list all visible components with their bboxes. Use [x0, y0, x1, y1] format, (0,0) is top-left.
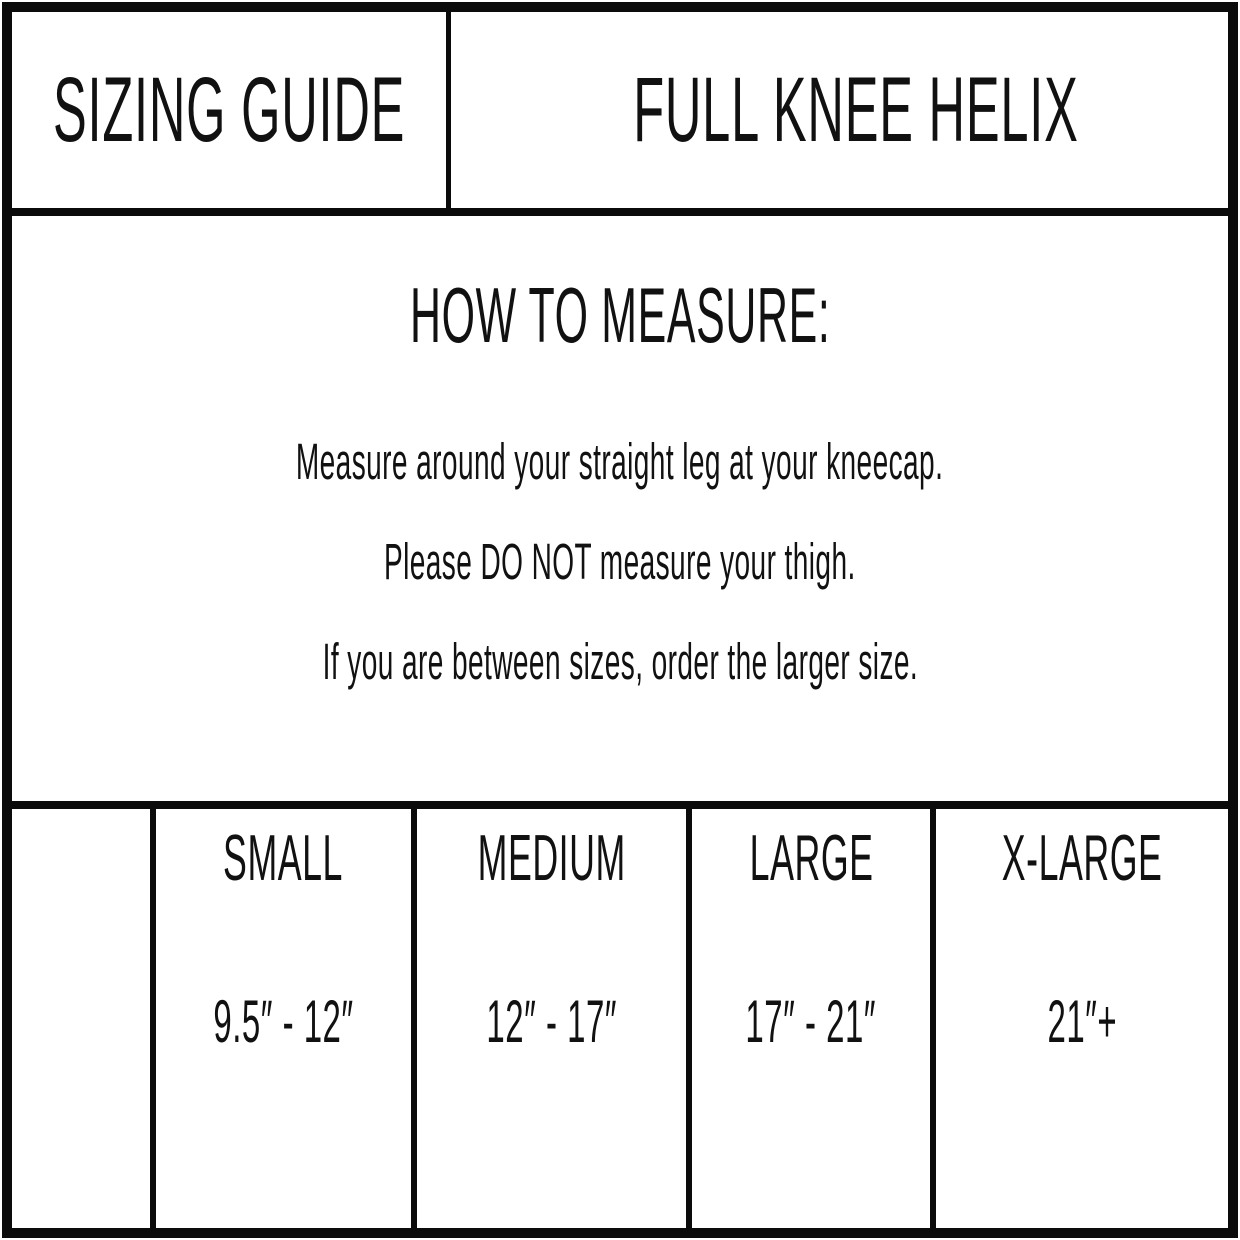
size-column-medium: [411, 809, 686, 1228]
product-title-cell: [451, 12, 1240, 208]
size-label-small: [156, 821, 411, 894]
measure-instruction-line-3-text: If you are between sizes, order the larger size.: [322, 633, 918, 690]
size-label-xlarge-text: X-LARGE: [1001, 821, 1163, 894]
how-to-measure-heading-text: HOW TO MEASURE:: [409, 271, 831, 359]
measure-instruction-line-1: [12, 433, 1228, 490]
size-label-large-text: LARGE: [749, 821, 874, 894]
size-column-empty: [12, 809, 150, 1228]
measure-instruction-line-1-text: Measure around your straight leg at your kneecap.: [296, 433, 944, 490]
size-range-large-text: 17″ - 21″: [745, 988, 877, 1055]
size-range-xlarge: [936, 988, 1228, 1055]
sizing-guide-title-cell: [12, 12, 451, 208]
sizing-guide-card: [2, 2, 1238, 1238]
size-range-xlarge-text: 21″+: [1047, 988, 1117, 1055]
size-range-large: [692, 988, 929, 1055]
header-row: [12, 12, 1228, 216]
measure-instruction-line-2-text: Please DO NOT measure your thigh.: [384, 533, 856, 590]
product-title: [451, 59, 1240, 161]
size-label-small-text: SMALL: [223, 821, 344, 894]
size-table: [12, 809, 1228, 1228]
size-label-medium-text: MEDIUM: [477, 821, 626, 894]
size-label-medium: [417, 821, 686, 894]
sizing-guide-title-text: SIZING GUIDE: [52, 59, 406, 161]
measure-instruction-line-3: [12, 633, 1228, 690]
size-range-medium: [417, 988, 686, 1055]
size-range-small: [156, 988, 411, 1055]
size-column-large: [686, 809, 929, 1228]
size-range-medium-text: 12″ - 17″: [486, 988, 617, 1055]
size-column-xlarge: [930, 809, 1228, 1228]
product-title-text: FULL KNEE HELIX: [633, 59, 1079, 161]
size-range-small-text: 9.5″ - 12″: [213, 988, 354, 1055]
size-label-xlarge: [936, 821, 1228, 894]
how-to-measure-heading: [12, 271, 1228, 359]
size-column-small: [150, 809, 411, 1228]
how-to-measure-section: [12, 216, 1228, 809]
measure-instruction-line-2: [12, 533, 1228, 590]
size-label-large: [692, 821, 929, 894]
